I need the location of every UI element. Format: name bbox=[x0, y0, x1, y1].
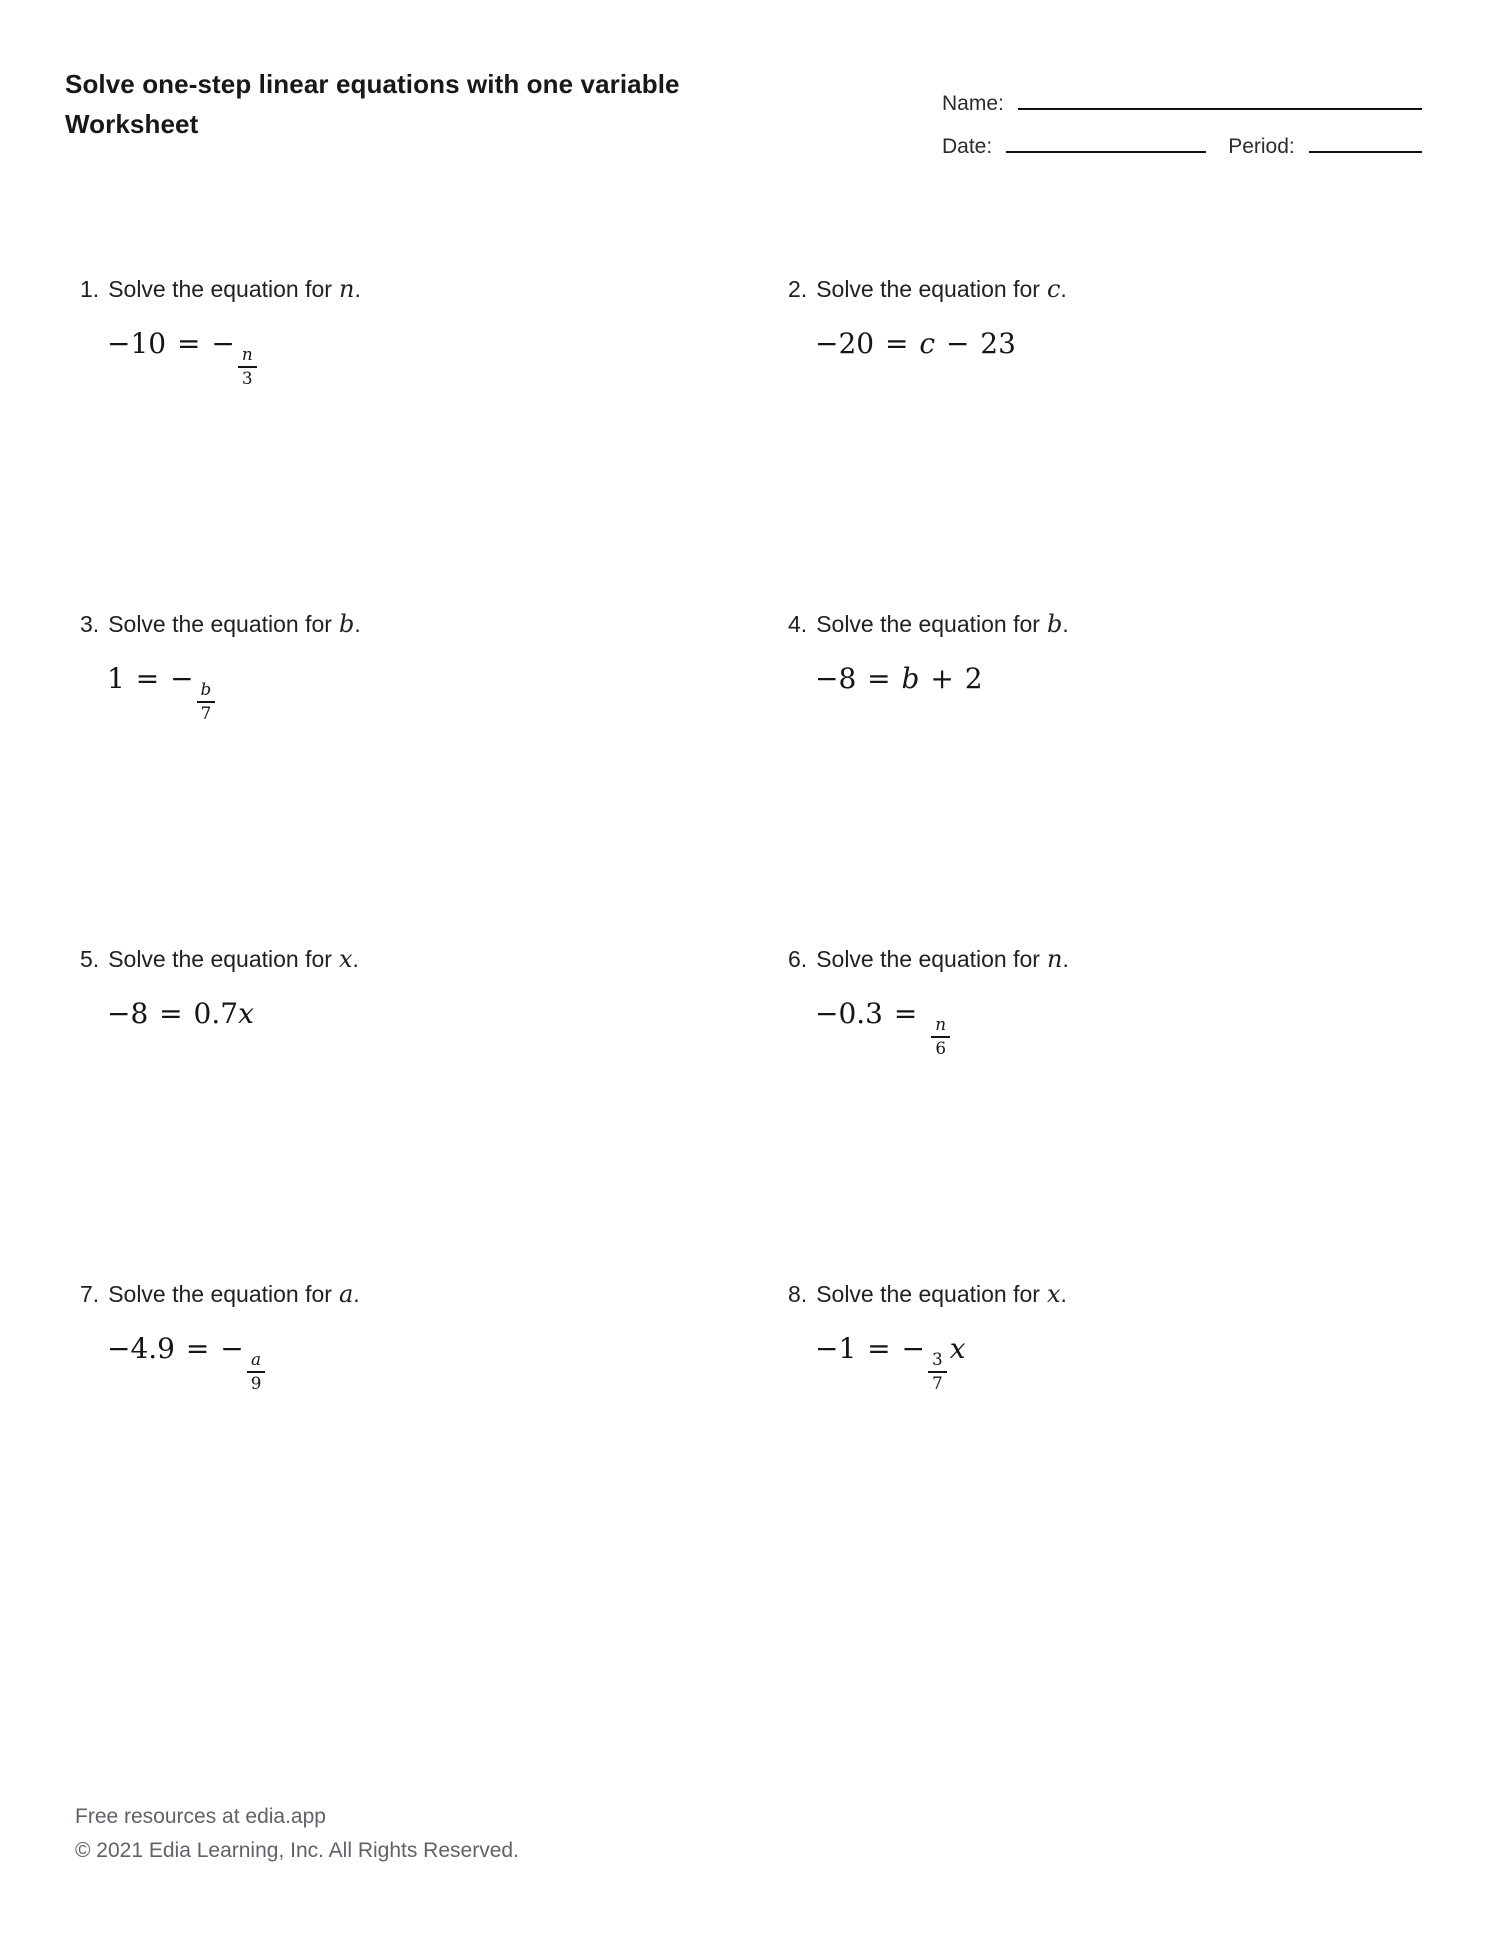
problem-variable: x bbox=[338, 945, 353, 973]
problem-number: 3. bbox=[80, 611, 100, 637]
problem-prompt-text: Solve the equation for bbox=[108, 946, 332, 972]
date-label: Date: bbox=[942, 135, 993, 158]
problem-prompt-text: Solve the equation for bbox=[108, 1281, 332, 1307]
period-blank-line bbox=[1309, 129, 1422, 153]
problem-number: 5. bbox=[80, 946, 100, 972]
problem-prompt bbox=[80, 274, 788, 304]
math-run: −0.3 = bbox=[815, 997, 929, 1030]
math-run: −8 = bbox=[815, 662, 902, 695]
problem bbox=[80, 609, 788, 944]
problem bbox=[80, 274, 788, 609]
math-variable: b bbox=[901, 662, 920, 695]
problem-equation bbox=[107, 997, 788, 1030]
math-run: 1 = − bbox=[107, 662, 194, 695]
problem-prompt-text: Solve the equation for bbox=[816, 1281, 1040, 1307]
problem-prompt-period: . bbox=[354, 276, 361, 302]
problem-prompt-period: . bbox=[1062, 946, 1069, 972]
footer-resources-text: Free resources at edia.app bbox=[75, 1805, 326, 1828]
problem-variable: a bbox=[338, 1280, 354, 1308]
fraction: $\frac{3}{7}$ bbox=[928, 1350, 947, 1394]
math-run: −1 = − bbox=[815, 1332, 925, 1365]
fraction: $\frac{b}{7}$ bbox=[197, 680, 216, 724]
problem-prompt bbox=[788, 609, 1496, 639]
problem-prompt-period: . bbox=[354, 611, 361, 637]
problem-prompt bbox=[788, 944, 1496, 974]
fraction: $\frac{n}{6}$ bbox=[931, 1015, 950, 1059]
problem-prompt-period: . bbox=[1060, 1281, 1067, 1307]
problem-equation bbox=[107, 327, 788, 389]
math-run: −4.9 = − bbox=[107, 1332, 244, 1365]
problem-variable: b bbox=[1046, 610, 1063, 638]
problem-prompt-period: . bbox=[1060, 276, 1067, 302]
math-run: −8 = 0.7 bbox=[107, 997, 239, 1030]
problem-prompt-period: . bbox=[1062, 611, 1069, 637]
problem-prompt bbox=[788, 1279, 1496, 1309]
problem-variable: b bbox=[338, 610, 355, 638]
student-info-fields bbox=[942, 86, 1422, 159]
page-footer bbox=[75, 1800, 519, 1868]
date-period-field-row bbox=[942, 129, 1422, 159]
problem-variable: c bbox=[1046, 275, 1061, 303]
problem-variable: n bbox=[338, 275, 355, 303]
fraction: $\frac{n}{3}$ bbox=[238, 345, 257, 389]
problem-number: 2. bbox=[788, 276, 808, 302]
math-run: − 23 bbox=[935, 327, 1016, 360]
problem-prompt-text: Solve the equation for bbox=[108, 611, 332, 637]
period-label: Period: bbox=[1228, 135, 1295, 158]
problem-prompt bbox=[788, 274, 1496, 304]
problem bbox=[788, 1279, 1496, 1614]
problem-equation bbox=[107, 662, 788, 724]
problem-prompt-text: Solve the equation for bbox=[108, 276, 332, 302]
problem bbox=[80, 1279, 788, 1614]
problem-equation bbox=[815, 327, 1496, 360]
problem-prompt bbox=[80, 609, 788, 639]
name-label: Name: bbox=[942, 92, 1004, 115]
footer-copyright-text: © 2021 Edia Learning, Inc. All Rights Reserved. bbox=[75, 1839, 519, 1862]
problem-prompt-text: Solve the equation for bbox=[816, 611, 1040, 637]
problem-number: 7. bbox=[80, 1281, 100, 1307]
problem bbox=[788, 274, 1496, 609]
problem-equation bbox=[107, 1332, 788, 1394]
problem-variable: n bbox=[1046, 945, 1063, 973]
problems-grid bbox=[80, 274, 1496, 1614]
date-blank-line bbox=[1006, 129, 1206, 153]
math-variable: c bbox=[919, 327, 936, 360]
name-field-row bbox=[942, 86, 1422, 116]
problem-prompt-text: Solve the equation for bbox=[816, 946, 1040, 972]
problem-number: 6. bbox=[788, 946, 808, 972]
problem-prompt-period: . bbox=[352, 946, 359, 972]
problem-prompt bbox=[80, 1279, 788, 1309]
problem-number: 1. bbox=[80, 276, 100, 302]
worksheet-title bbox=[65, 64, 680, 144]
problem-prompt-text: Solve the equation for bbox=[816, 276, 1040, 302]
problem bbox=[788, 609, 1496, 944]
math-variable: x bbox=[238, 997, 254, 1030]
fraction: $\frac{a}{9}$ bbox=[247, 1350, 266, 1394]
problem bbox=[788, 944, 1496, 1279]
problem-equation bbox=[815, 997, 1496, 1059]
math-run: −20 = bbox=[815, 327, 920, 360]
math-run: + 2 bbox=[919, 662, 983, 695]
problem-number: 8. bbox=[788, 1281, 808, 1307]
problem-prompt-period: . bbox=[353, 1281, 360, 1307]
math-variable: x bbox=[949, 1332, 966, 1365]
problem-equation bbox=[815, 1332, 1496, 1394]
worksheet-title-line1: Solve one-step linear equations with one variable bbox=[65, 69, 680, 99]
problem-variable: x bbox=[1046, 1280, 1061, 1308]
problem bbox=[80, 944, 788, 1279]
name-blank-line bbox=[1018, 86, 1422, 110]
problem-prompt bbox=[80, 944, 788, 974]
problem-number: 4. bbox=[788, 611, 808, 637]
math-run: −10 = − bbox=[107, 327, 235, 360]
worksheet-title-line2: Worksheet bbox=[65, 109, 199, 139]
problem-equation bbox=[815, 662, 1496, 695]
